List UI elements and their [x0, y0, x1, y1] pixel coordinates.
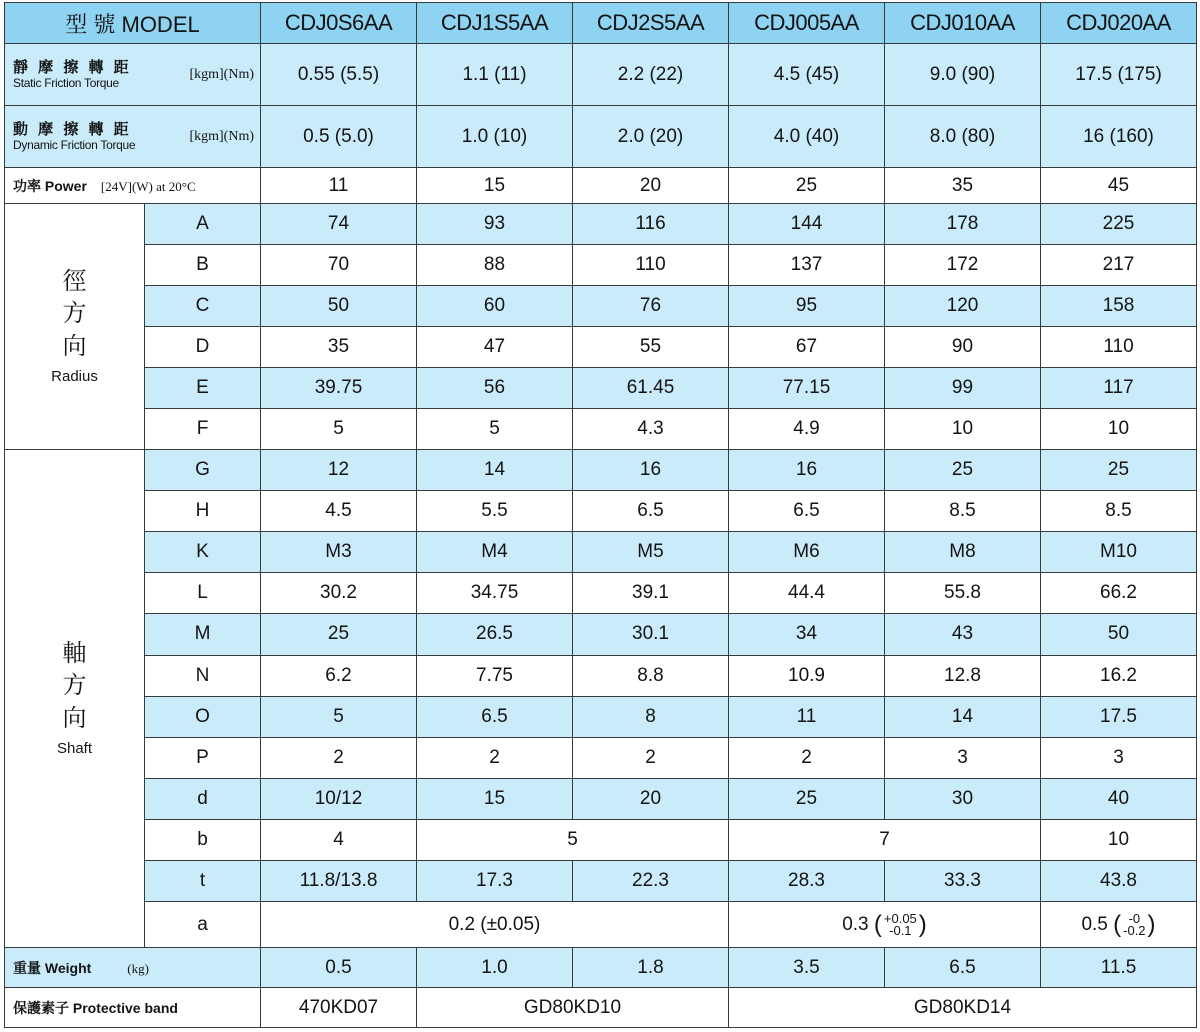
- radius-zh-1: 徑: [62, 267, 87, 295]
- dynamic-torque-row: [5, 106, 1197, 168]
- radius-zh-2: 方: [62, 300, 87, 328]
- dimension-cell: 11: [729, 696, 885, 737]
- brake-spec-table: [4, 2, 1197, 1028]
- weight-row: [5, 948, 1197, 988]
- protective-label-text: 保護素子 Protective band: [13, 999, 178, 1016]
- static-torque-unit: [kgm](Nm): [189, 66, 254, 82]
- dimension-key: C: [145, 286, 261, 327]
- protective-cell-merged: GD80KD10: [417, 988, 729, 1028]
- dimension-cell: 2: [729, 737, 885, 778]
- dimension-cell: 22.3: [573, 860, 729, 901]
- power-cell: 25: [729, 168, 885, 204]
- dimension-cell: 158: [1041, 286, 1197, 327]
- dimension-cell: 16.2: [1041, 655, 1197, 696]
- power-unit: [24V](W) at 20°C: [100, 178, 196, 194]
- protective-cell: 470KD07: [261, 988, 417, 1028]
- model-header: CDJ005AA: [729, 3, 885, 44]
- model-header: CDJ2S5AA: [573, 3, 729, 44]
- dimension-cell: 35: [261, 327, 417, 368]
- dimension-cell: 4.3: [573, 409, 729, 450]
- dimension-cell: 25: [261, 614, 417, 655]
- dimension-cell-merged: 7: [729, 819, 1041, 860]
- power-row: [5, 168, 1197, 204]
- tolerance-base: 0.3: [842, 913, 869, 935]
- static-torque-cell: 17.5 (175): [1041, 44, 1197, 106]
- weight-cell: 0.5: [261, 948, 417, 988]
- dimension-cell: 16: [573, 450, 729, 491]
- dimension-cell: M3: [261, 532, 417, 573]
- header-row: [5, 3, 1197, 44]
- shaft-row-k: [5, 532, 1197, 573]
- dimension-cell: 93: [417, 204, 573, 245]
- dimension-cell: 25: [729, 778, 885, 819]
- model-header: CDJ0S6AA: [261, 3, 417, 44]
- dimension-cell: 110: [1041, 327, 1197, 368]
- dimension-cell: 8: [573, 696, 729, 737]
- static-torque-row: [5, 44, 1197, 106]
- dimension-cell: 33.3: [885, 860, 1041, 901]
- dimension-cell: 5: [261, 696, 417, 737]
- weight-label: [5, 948, 261, 988]
- model-header: CDJ010AA: [885, 3, 1041, 44]
- dimension-cell: 26.5: [417, 614, 573, 655]
- shaft-row-b: [5, 819, 1197, 860]
- dynamic-torque-cell: 16 (160): [1041, 106, 1197, 168]
- power-cell: 11: [261, 168, 417, 204]
- dimension-cell: 4.5: [261, 491, 417, 532]
- dimension-cell: M6: [729, 532, 885, 573]
- protective-row: [5, 988, 1197, 1028]
- dimension-cell: 2: [573, 737, 729, 778]
- dimension-cell: M8: [885, 532, 1041, 573]
- dimension-key: F: [145, 409, 261, 450]
- tolerance-upper: +0.05: [883, 910, 917, 926]
- dimension-cell: 137: [729, 245, 885, 286]
- dimension-cell: 10: [1041, 409, 1197, 450]
- dimension-cell: 12: [261, 450, 417, 491]
- dimension-cell: 44.4: [729, 573, 885, 614]
- spec-table-container: [4, 2, 1196, 1028]
- dimension-cell: 34.75: [417, 573, 573, 614]
- dimension-cell: 70: [261, 245, 417, 286]
- shaft-en: Shaft: [56, 740, 93, 758]
- static-torque-label-zh: 靜 摩 擦 轉 距: [13, 59, 132, 76]
- dimension-cell: 28.3: [729, 860, 885, 901]
- dimension-cell: 10.9: [729, 655, 885, 696]
- shaft-row-a: [5, 902, 1197, 948]
- weight-cell: 3.5: [729, 948, 885, 988]
- dimension-cell: 12.8: [885, 655, 1041, 696]
- shaft-row-t: [5, 860, 1197, 901]
- tolerance-upper: -0: [1128, 910, 1141, 926]
- dimension-key: H: [145, 491, 261, 532]
- dynamic-torque-cell: 4.0 (40): [729, 106, 885, 168]
- dynamic-torque-label: [5, 106, 261, 168]
- dimension-key: O: [145, 696, 261, 737]
- static-torque-cell: 9.0 (90): [885, 44, 1041, 106]
- dimension-cell: 10: [885, 409, 1041, 450]
- weight-label-text: 重量 Weight: [13, 959, 92, 976]
- radius-row-a: [5, 204, 1197, 245]
- dimension-cell: 6.2: [261, 655, 417, 696]
- shaft-row-h: [5, 491, 1197, 532]
- dimension-cell: 74: [261, 204, 417, 245]
- dimension-cell: 77.15: [729, 368, 885, 409]
- dimension-cell: 6.5: [573, 491, 729, 532]
- dimension-cell: 14: [417, 450, 573, 491]
- dimension-cell: 30: [885, 778, 1041, 819]
- dimension-cell: 144: [729, 204, 885, 245]
- dynamic-torque-label-en: Dynamic Friction Torque: [13, 138, 136, 152]
- dimension-cell: 61.45: [573, 368, 729, 409]
- dimension-cell: 17.3: [417, 860, 573, 901]
- radius-group-label: [5, 204, 145, 450]
- power-cell: 20: [573, 168, 729, 204]
- weight-cell: 6.5: [885, 948, 1041, 988]
- dimension-cell: 30.2: [261, 573, 417, 614]
- dimension-cell: 20: [573, 778, 729, 819]
- shaft-row-g: [5, 450, 1197, 491]
- power-cell: 15: [417, 168, 573, 204]
- dimension-key: a: [145, 902, 261, 948]
- dimension-key: K: [145, 532, 261, 573]
- radius-row-c: [5, 286, 1197, 327]
- weight-cell: 1.8: [573, 948, 729, 988]
- dimension-key: A: [145, 204, 261, 245]
- dimension-cell: 2: [417, 737, 573, 778]
- power-cell: 45: [1041, 168, 1197, 204]
- dimension-cell: 16: [729, 450, 885, 491]
- dimension-cell: 117: [1041, 368, 1197, 409]
- dimension-cell: 217: [1041, 245, 1197, 286]
- shaft-row-o: [5, 696, 1197, 737]
- dimension-cell: 10/12: [261, 778, 417, 819]
- dimension-cell: 8.5: [1041, 491, 1197, 532]
- dimension-key: t: [145, 860, 261, 901]
- radius-en: Radius: [51, 368, 98, 386]
- dimension-cell: 8.8: [573, 655, 729, 696]
- dimension-key: M: [145, 614, 261, 655]
- dimension-cell: 5: [261, 409, 417, 450]
- model-header: CDJ020AA: [1041, 3, 1197, 44]
- dimension-cell: 76: [573, 286, 729, 327]
- dimension-cell: 172: [885, 245, 1041, 286]
- static-torque-label: [5, 44, 261, 106]
- shaft-zh-3: 向: [62, 704, 87, 732]
- shaft-zh-1: 軸: [62, 639, 87, 667]
- dimension-cell: 5.5: [417, 491, 573, 532]
- radius-row-d: [5, 327, 1197, 368]
- dimension-cell: 17.5: [1041, 696, 1197, 737]
- dimension-cell-merged: 5: [417, 819, 729, 860]
- radius-row-e: [5, 368, 1197, 409]
- tolerance-cell: 0.5 ( -0 -0.2 ): [1041, 902, 1197, 948]
- dimension-cell: 43: [885, 614, 1041, 655]
- dimension-cell: 6.5: [729, 491, 885, 532]
- protective-cell-merged: GD80KD14: [729, 988, 1197, 1028]
- dimension-cell-merged: 0.2 (±0.05): [261, 902, 729, 948]
- dimension-cell: 66.2: [1041, 573, 1197, 614]
- dimension-cell: 11.8/13.8: [261, 860, 417, 901]
- shaft-row-n: [5, 655, 1197, 696]
- model-header-label: 型 號 MODEL: [5, 3, 261, 44]
- dimension-cell: 110: [573, 245, 729, 286]
- protective-label: [5, 988, 261, 1028]
- dimension-cell: M10: [1041, 532, 1197, 573]
- dynamic-torque-cell: 0.5 (5.0): [261, 106, 417, 168]
- dynamic-torque-cell: 8.0 (80): [885, 106, 1041, 168]
- dimension-cell: 95: [729, 286, 885, 327]
- dimension-cell: 2: [261, 737, 417, 778]
- dimension-key: B: [145, 245, 261, 286]
- dimension-cell: 90: [885, 327, 1041, 368]
- dimension-cell: 39.75: [261, 368, 417, 409]
- dimension-cell: 6.5: [417, 696, 573, 737]
- shaft-zh-2: 方: [62, 672, 87, 700]
- static-torque-cell: 1.1 (11): [417, 44, 573, 106]
- dimension-cell: 55: [573, 327, 729, 368]
- dimension-cell: 15: [417, 778, 573, 819]
- dimension-key: b: [145, 819, 261, 860]
- dimension-cell: 4: [261, 819, 417, 860]
- dimension-cell: 178: [885, 204, 1041, 245]
- power-label-text: 功率 Power: [13, 177, 87, 194]
- static-torque-label-en: Static Friction Torque: [13, 76, 119, 90]
- dimension-cell: 47: [417, 327, 573, 368]
- dimension-key: N: [145, 655, 261, 696]
- dimension-cell: 10: [1041, 819, 1197, 860]
- dimension-cell: 40: [1041, 778, 1197, 819]
- dimension-cell: 116: [573, 204, 729, 245]
- dimension-key: d: [145, 778, 261, 819]
- dimension-key: D: [145, 327, 261, 368]
- dimension-cell: 34: [729, 614, 885, 655]
- dimension-cell: 3: [1041, 737, 1197, 778]
- radius-row-f: [5, 409, 1197, 450]
- dimension-key: E: [145, 368, 261, 409]
- static-torque-cell: 2.2 (22): [573, 44, 729, 106]
- weight-unit: (kg): [127, 960, 149, 976]
- dimension-cell: 88: [417, 245, 573, 286]
- dimension-cell: 3: [885, 737, 1041, 778]
- dimension-cell: 30.1: [573, 614, 729, 655]
- dynamic-torque-cell: 2.0 (20): [573, 106, 729, 168]
- dimension-key: L: [145, 573, 261, 614]
- dimension-cell: M5: [573, 532, 729, 573]
- dimension-cell: 50: [261, 286, 417, 327]
- dimension-cell: 39.1: [573, 573, 729, 614]
- dimension-cell: 25: [885, 450, 1041, 491]
- dimension-cell: 25: [1041, 450, 1197, 491]
- dimension-cell: 55.8: [885, 573, 1041, 614]
- shaft-row-p: [5, 737, 1197, 778]
- tolerance-lower: -0.1: [889, 922, 912, 938]
- dynamic-torque-unit: [kgm](Nm): [189, 128, 254, 144]
- power-label: [5, 168, 261, 204]
- dimension-cell: 56: [417, 368, 573, 409]
- dimension-cell: 8.5: [885, 491, 1041, 532]
- dimension-cell: M4: [417, 532, 573, 573]
- dimension-cell: 67: [729, 327, 885, 368]
- dimension-cell: 4.9: [729, 409, 885, 450]
- radius-zh-3: 向: [62, 332, 87, 360]
- weight-cell: 1.0: [417, 948, 573, 988]
- tolerance-lower: -0.2: [1123, 922, 1146, 938]
- dynamic-torque-cell: 1.0 (10): [417, 106, 573, 168]
- model-header: CDJ1S5AA: [417, 3, 573, 44]
- shaft-row-m: [5, 614, 1197, 655]
- radius-row-b: [5, 245, 1197, 286]
- dimension-cell: 5: [417, 409, 573, 450]
- dimension-key: P: [145, 737, 261, 778]
- dimension-cell: 60: [417, 286, 573, 327]
- dimension-cell: 99: [885, 368, 1041, 409]
- weight-cell: 11.5: [1041, 948, 1197, 988]
- shaft-group-label: [5, 450, 145, 948]
- dimension-cell: 50: [1041, 614, 1197, 655]
- dimension-cell: 14: [885, 696, 1041, 737]
- dimension-cell: 120: [885, 286, 1041, 327]
- static-torque-cell: 0.55 (5.5): [261, 44, 417, 106]
- tolerance-stack: [883, 910, 917, 938]
- tolerance-cell: 0.3 ( +0.05 -0.1 ): [729, 902, 1041, 948]
- dimension-key: G: [145, 450, 261, 491]
- power-cell: 35: [885, 168, 1041, 204]
- tolerance-base: 0.5: [1081, 913, 1108, 935]
- tolerance-stack: [1123, 910, 1146, 938]
- dimension-cell: 225: [1041, 204, 1197, 245]
- shaft-row-d: [5, 778, 1197, 819]
- dynamic-torque-label-zh: 動 摩 擦 轉 距: [13, 121, 132, 138]
- dimension-cell: 7.75: [417, 655, 573, 696]
- static-torque-cell: 4.5 (45): [729, 44, 885, 106]
- shaft-row-l: [5, 573, 1197, 614]
- dimension-cell: 43.8: [1041, 860, 1197, 901]
